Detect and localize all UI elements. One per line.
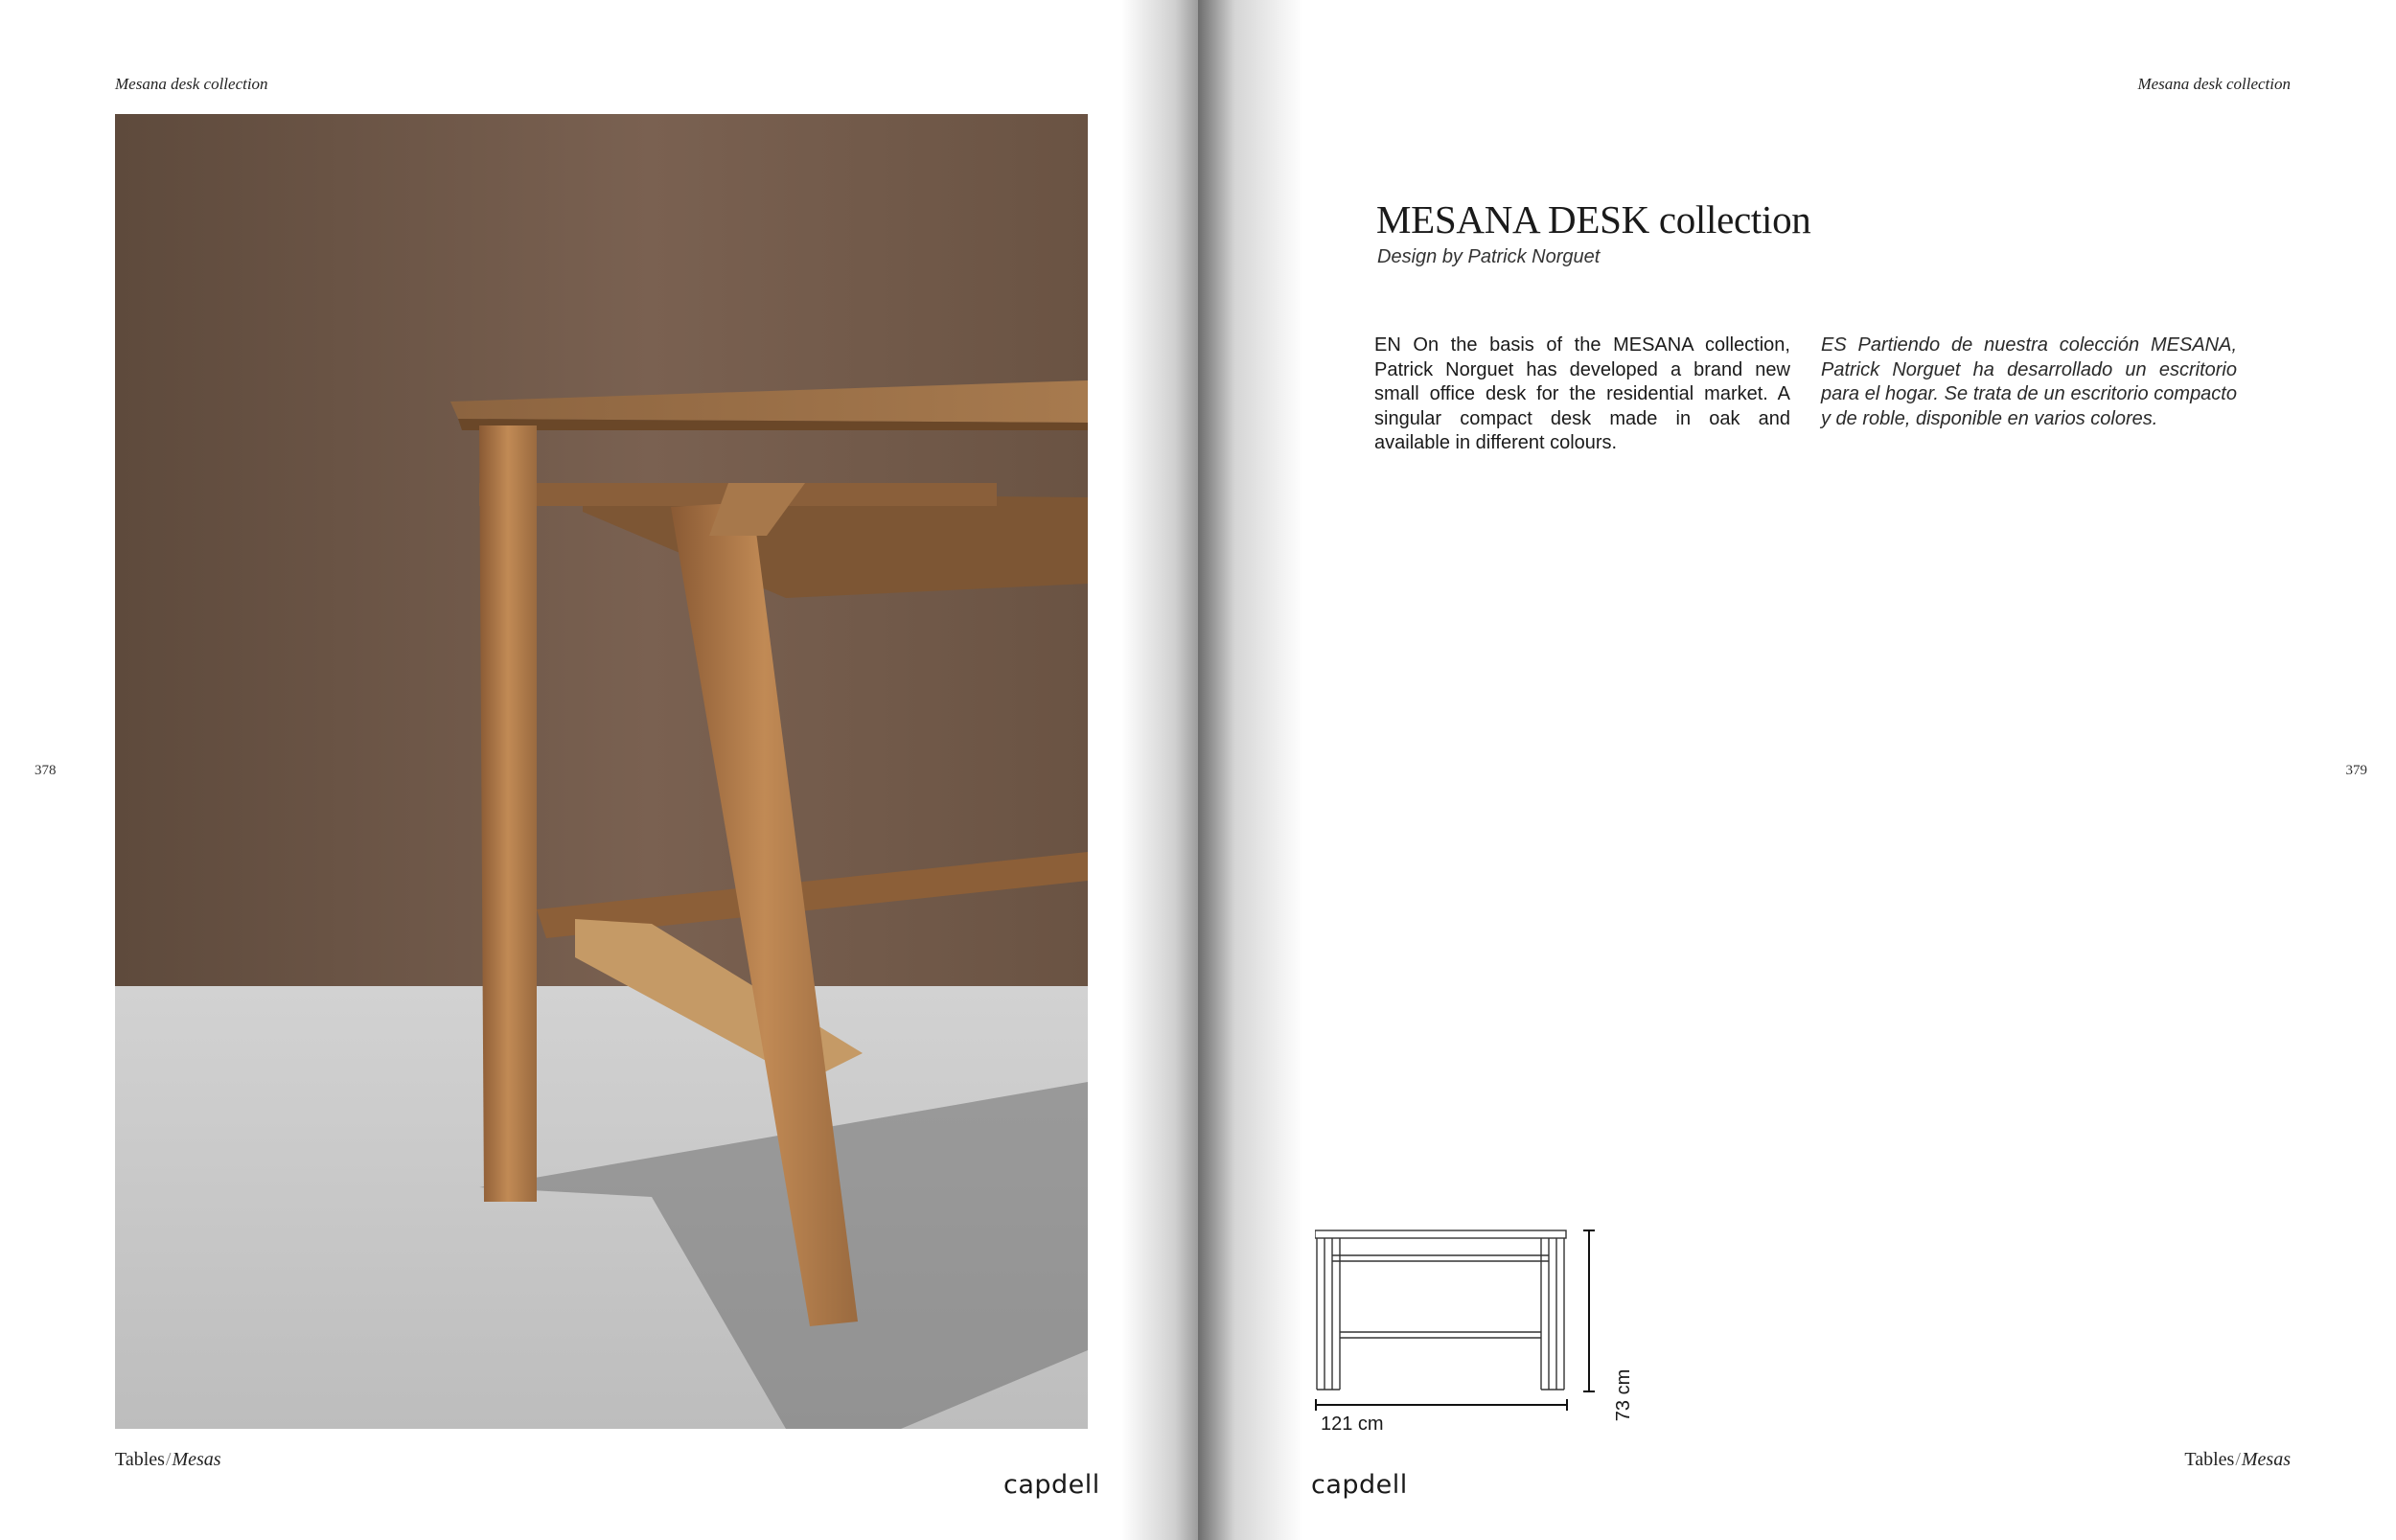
desk-illustration bbox=[115, 114, 1088, 1429]
description-es: ES Partiendo de nuestra colección MESANA, Patrick Norguet ha desarrollado un escritorio para el hogar. Se trata de un escritorio compacto y de roble, disponible en varios colores. bbox=[1821, 334, 2237, 429]
product-title: MESANA DESK collection bbox=[1376, 197, 1811, 241]
running-head-left: Mesana desk collection bbox=[115, 75, 268, 93]
footer-section-en: Tables bbox=[115, 1449, 165, 1470]
dimension-height: 73 cm bbox=[1613, 1368, 1634, 1422]
footer-section-es: Mesas bbox=[2241, 1449, 2291, 1470]
spine-shadow-right bbox=[1198, 0, 1303, 1540]
desk-technical-drawing bbox=[1315, 1227, 1631, 1442]
footer-section-es: Mesas bbox=[172, 1449, 221, 1470]
footer-separator: / bbox=[165, 1449, 172, 1470]
footer-separator: / bbox=[2235, 1449, 2241, 1470]
page-number-left: 378 bbox=[35, 763, 57, 778]
footer-section-right bbox=[2184, 1449, 2291, 1471]
brand-logo-right: capdell bbox=[1311, 1470, 1408, 1500]
page-number-right: 379 bbox=[2345, 763, 2367, 778]
footer-section-left bbox=[115, 1449, 221, 1471]
right-page bbox=[1198, 0, 2396, 1540]
dimension-width: 121 cm bbox=[1321, 1414, 1384, 1435]
description-en: EN On the basis of the MESANA collection, Patrick Norguet has developed a brand new small office desk for the residential market. A singular compact desk made in oak and available in different colours. bbox=[1374, 334, 1790, 453]
brand-logo-left: capdell bbox=[1003, 1470, 1100, 1500]
footer-section-en: Tables bbox=[2184, 1449, 2235, 1470]
desk-outline-icon bbox=[1315, 1227, 1631, 1442]
product-photo bbox=[115, 114, 1088, 1429]
spine-shadow-left bbox=[1121, 0, 1198, 1540]
running-head-right: Mesana desk collection bbox=[2137, 75, 2291, 93]
product-designer: Design by Patrick Norguet bbox=[1377, 246, 1601, 267]
